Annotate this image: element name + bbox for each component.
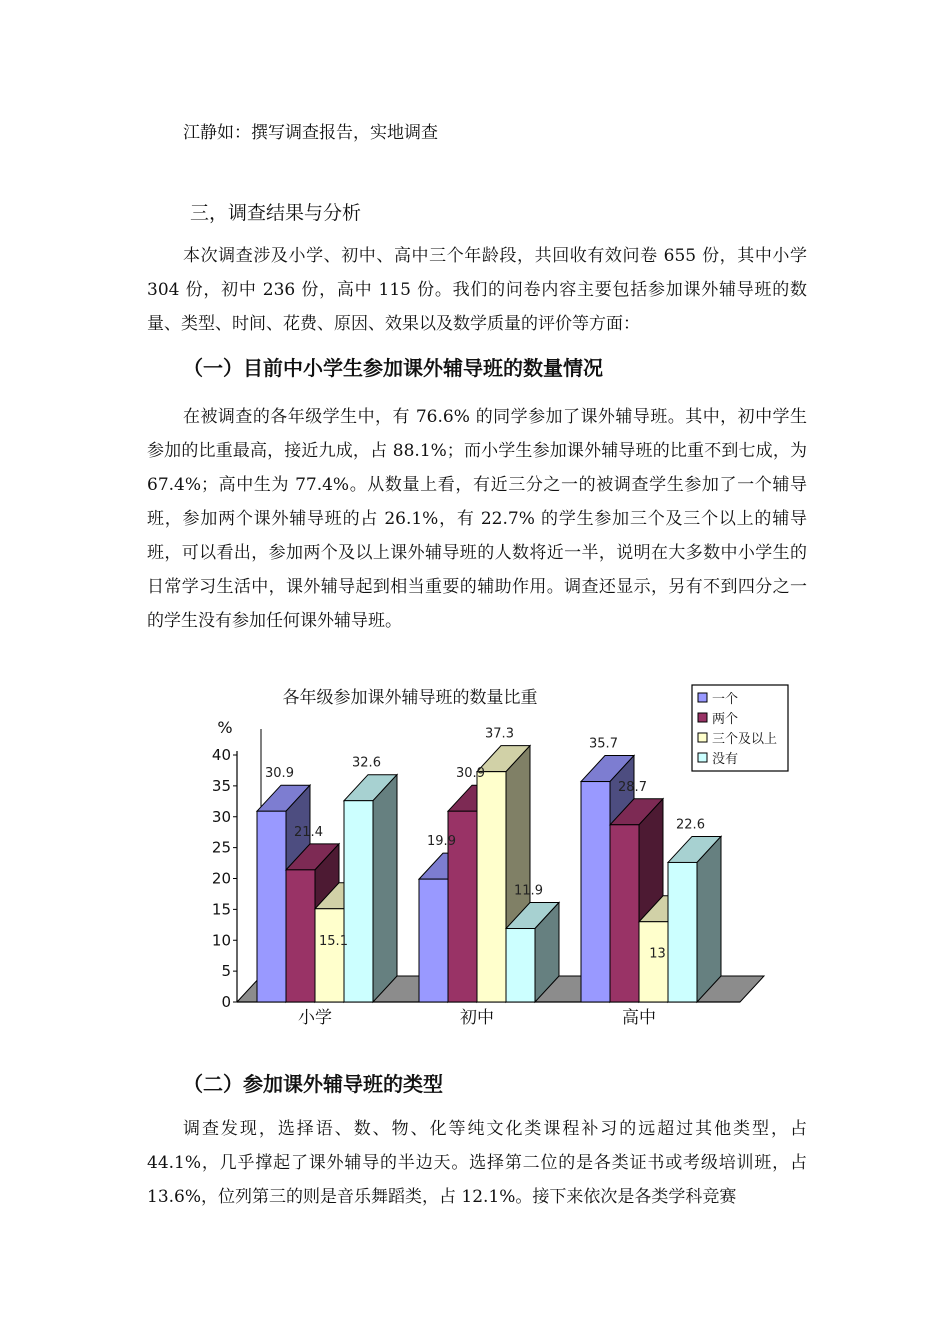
- x-tick-label: 高中: [622, 1008, 656, 1028]
- x-tick-label: 初中: [460, 1008, 494, 1028]
- member-line: 江静如：撰写调查报告，实地调查: [183, 123, 438, 143]
- bar: [639, 922, 668, 1002]
- legend-swatch: [698, 693, 707, 702]
- legend-label: 三个及以上: [712, 732, 778, 747]
- data-label: 15.1: [319, 933, 348, 949]
- data-label: 30.9: [265, 766, 294, 782]
- y-tick-label: 40: [211, 746, 231, 764]
- y-tick-label: 10: [211, 931, 231, 950]
- data-label: 32.6: [352, 755, 381, 771]
- y-tick-label: 20: [211, 869, 231, 888]
- bar: [257, 811, 286, 1002]
- data-label: 21.4: [294, 824, 323, 840]
- bar: [286, 870, 315, 1002]
- legend-swatch: [698, 733, 707, 742]
- y-tick-label: 0: [221, 993, 231, 1011]
- bar: [581, 782, 610, 1002]
- data-label: 13: [649, 946, 666, 962]
- x-tick-label: 小学: [298, 1008, 332, 1028]
- legend-label: 两个: [712, 712, 739, 727]
- y-tick-label: 30: [211, 807, 231, 826]
- y-tick-label: 5: [221, 962, 231, 981]
- bar: [315, 909, 344, 1002]
- data-label: 11.9: [514, 883, 543, 899]
- heading-quantity: （一）目前中小学生参加课外辅导班的数量情况: [183, 356, 603, 380]
- plot-area: [212, 727, 764, 1028]
- bar: [344, 801, 373, 1002]
- data-label: 30.9: [456, 766, 485, 782]
- bar: [610, 825, 639, 1002]
- y-tick-label: 35: [211, 776, 231, 795]
- y-tick-label: 25: [211, 838, 231, 857]
- quantity-bar-chart: [205, 678, 805, 1038]
- heading-types: （二）参加课外辅导班的类型: [183, 1072, 443, 1096]
- paragraph-types: 调查发现，选择语、数、物、化等纯文化类课程补习的远超过其他类型，占 44.1%，几乎撑起了课外辅导的半边天。选择第二位的是各类证书或考级培训班，占 13.6%，位列第三的则是音乐舞蹈类，占 12.1%。接下来依次是各类学科竞赛: [147, 1119, 807, 1207]
- paragraph-quantity: 在被调查的各年级学生中，有 76.6% 的同学参加了课外辅导班。其中，初中学生参加的比重最高，接近九成，占 88.1%；而小学生参加课外辅导班的比重不到七成，为 67.4%；高中生为 77.4%。从数量上看，有近三分之一的被调查学生参加了一个辅导班，参加两个课外辅导班的占 26.1%，有 22.7% 的学生参加三个及三个以上的辅导班，可以看出，参加两个及以上课外辅导班的人数将近一半，说明在大多数中小学生的日常学习生活中，课外辅导起到相当重要的辅助作用。调查还显示，另有不到四分之一的学生没有参加任何课外辅导班。: [147, 407, 807, 631]
- chart-title: 各年级参加课外辅导班的数量比重: [282, 688, 538, 708]
- bar-side: [697, 836, 721, 1002]
- bar-side: [373, 775, 397, 1002]
- bar: [668, 862, 697, 1002]
- legend-swatch: [698, 713, 707, 722]
- data-label: 28.7: [618, 779, 647, 795]
- y-tick-label: 15: [211, 900, 231, 919]
- intro-paragraph: 本次调查涉及小学、初中、高中三个年龄段，共回收有效问卷 655 份，其中小学 304 份，初中 236 份，高中 115 份。我们的问卷内容主要包括参加课外辅导班的数量、类型、时间、花费、原因、效果以及数学质量的评价等方面：: [147, 246, 807, 334]
- section-title: 三，调查结果与分析: [190, 202, 362, 224]
- data-label: 19.9: [427, 834, 456, 850]
- legend-swatch: [698, 753, 707, 762]
- legend-label: 没有: [712, 752, 739, 767]
- chart-legend: [692, 685, 788, 771]
- bar: [477, 772, 506, 1002]
- data-label: 35.7: [589, 736, 618, 752]
- data-label: 37.3: [485, 726, 514, 742]
- bar: [506, 929, 535, 1002]
- legend-label: 一个: [712, 692, 739, 707]
- y-axis-label: %: [217, 718, 233, 737]
- data-label: 22.6: [676, 817, 705, 833]
- bar: [419, 879, 448, 1002]
